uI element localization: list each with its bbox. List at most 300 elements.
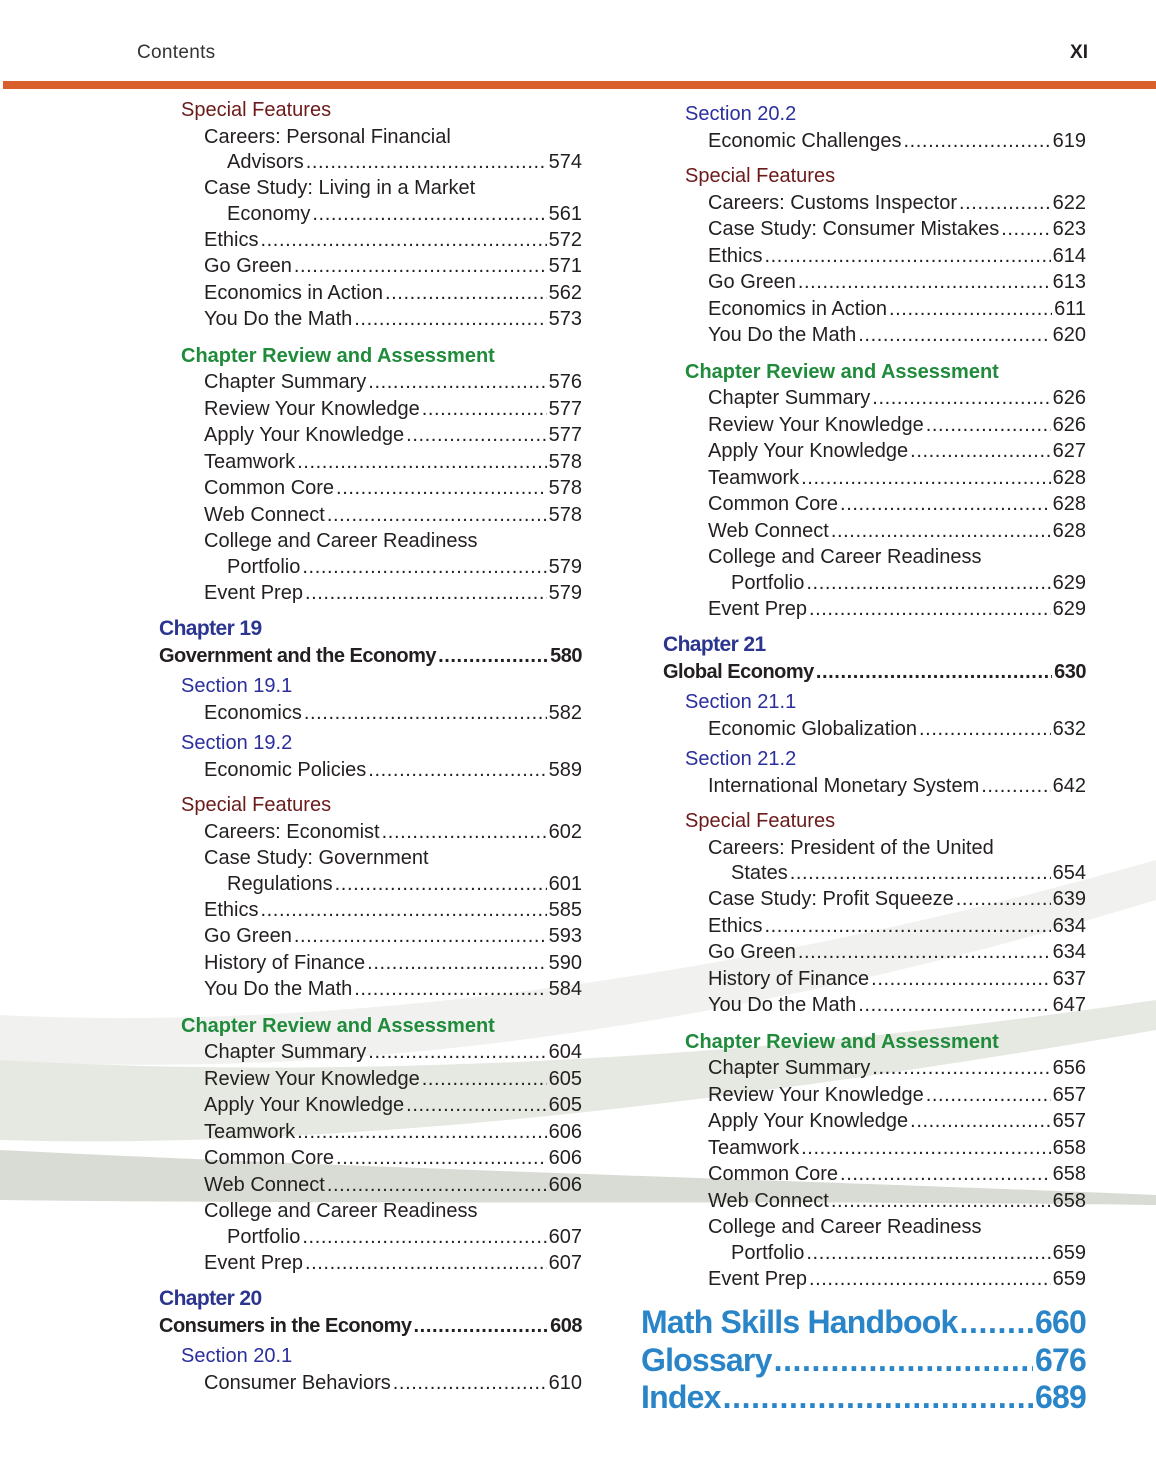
entry-page-number: 576 xyxy=(548,371,582,393)
entry-page-number: 593 xyxy=(548,925,582,947)
toc-entry[interactable] xyxy=(663,216,1086,243)
dot-leader xyxy=(422,396,547,423)
dot-leader xyxy=(297,1119,546,1146)
entry-text: Careers: Customs Inspector xyxy=(708,191,957,214)
toc-entry[interactable] xyxy=(159,976,582,1003)
toc-entry[interactable] xyxy=(159,422,582,449)
toc-entry[interactable] xyxy=(663,322,1086,349)
dot-leader xyxy=(305,580,547,607)
entry-page-number: 589 xyxy=(548,758,582,781)
dot-leader xyxy=(354,976,546,1003)
dot-leader xyxy=(305,1250,547,1277)
entry-text: College and Career Readiness xyxy=(708,1216,982,1238)
entry-text: Economics in Action xyxy=(708,297,887,320)
special-features-heading xyxy=(663,808,1086,835)
entry-page-number: 654 xyxy=(1052,862,1086,884)
section-link[interactable] xyxy=(663,689,1086,716)
toc-entry[interactable] xyxy=(159,369,582,396)
entry-text: Event Prep xyxy=(204,581,303,604)
entry-text: Apply Your Knowledge xyxy=(204,424,405,446)
entry-text: Glossary xyxy=(641,1341,772,1378)
entry-page-number: 582 xyxy=(548,701,582,724)
entry-text: Common Core xyxy=(708,1163,839,1185)
entry-page-number: 658 xyxy=(1052,1136,1086,1159)
entry-page-number: 585 xyxy=(548,898,582,921)
entry-text: Special Features xyxy=(181,794,332,816)
toc-entry[interactable] xyxy=(159,202,582,227)
toc-entry-line xyxy=(159,1198,582,1225)
entry-page-number: 659 xyxy=(1052,1267,1086,1290)
toc-column-left xyxy=(159,97,582,1396)
chapter-label[interactable] xyxy=(159,1286,582,1313)
entry-text: Index xyxy=(641,1379,721,1415)
dot-leader xyxy=(956,886,1051,913)
entry-text: Portfolio xyxy=(227,1225,301,1248)
dot-leader xyxy=(831,1188,1051,1215)
entry-text: Case Study: Consumer Mistakes xyxy=(708,218,1000,240)
dot-leader xyxy=(438,643,548,670)
entry-page-number: 614 xyxy=(1052,244,1086,267)
entry-text: Section 20.2 xyxy=(685,103,797,125)
entry-page-number: 578 xyxy=(548,477,582,499)
entry-page-number: 577 xyxy=(548,424,582,446)
toc-entry[interactable] xyxy=(159,1250,582,1277)
dot-leader xyxy=(872,1055,1050,1082)
dot-leader xyxy=(368,1039,546,1066)
dot-leader xyxy=(723,1379,1033,1417)
entry-page-number: 562 xyxy=(548,281,582,304)
toc-entry[interactable] xyxy=(663,1055,1086,1082)
entry-text: Section 21.2 xyxy=(685,748,797,770)
entry-text: Ethics xyxy=(708,914,763,937)
entry-text: Section 21.1 xyxy=(685,691,797,713)
entry-text: Web Connect xyxy=(204,503,325,526)
page-number: XI xyxy=(1070,42,1088,63)
entry-page-number: 602 xyxy=(548,820,582,843)
entry-page-number: 579 xyxy=(548,555,582,578)
entry-page-number: 629 xyxy=(1052,597,1086,620)
toc-entry[interactable] xyxy=(159,1145,582,1172)
section-link[interactable] xyxy=(159,730,582,757)
section-link[interactable] xyxy=(663,746,1086,773)
entry-text: Common Core xyxy=(204,477,335,499)
dot-leader xyxy=(790,861,1051,886)
entry-page-number: 676 xyxy=(1035,1341,1086,1378)
entry-text: History of Finance xyxy=(708,967,870,990)
dot-leader xyxy=(406,422,546,449)
toc-entry[interactable] xyxy=(159,1119,582,1146)
entry-page-number: 604 xyxy=(548,1041,582,1063)
entry-text: Regulations xyxy=(227,872,333,895)
toc-entry[interactable] xyxy=(663,1082,1086,1109)
entry-text: You Do the Math xyxy=(708,994,857,1016)
entry-text: Web Connect xyxy=(708,1189,829,1212)
entry-page-number: 606 xyxy=(548,1147,582,1169)
entry-text: Teamwork xyxy=(708,1136,800,1159)
entry-text: Case Study: Profit Squeeze xyxy=(708,888,954,910)
entry-text: Chapter 21 xyxy=(663,633,766,656)
entry-text: Go Green xyxy=(204,925,292,947)
toc-entry[interactable] xyxy=(663,518,1086,545)
entry-text: Apply Your Knowledge xyxy=(708,440,909,462)
toc-entry[interactable] xyxy=(159,923,582,950)
dot-leader xyxy=(335,872,547,897)
toc-entry[interactable] xyxy=(159,1092,582,1119)
entry-text: College and Career Readiness xyxy=(708,546,982,568)
entry-text: Review Your Knowledge xyxy=(204,1067,420,1090)
entry-page-number: 642 xyxy=(1052,774,1086,797)
chapter-title[interactable] xyxy=(159,1313,582,1340)
entry-text: Event Prep xyxy=(708,597,807,620)
dot-leader xyxy=(889,296,1052,323)
entry-text: Section 19.1 xyxy=(181,675,293,697)
entry-text: Chapter Summary xyxy=(204,371,367,393)
entry-text: Portfolio xyxy=(731,571,805,594)
dot-leader xyxy=(858,322,1050,349)
entry-page-number: 660 xyxy=(1035,1304,1086,1340)
toc-entry[interactable] xyxy=(663,190,1086,217)
dot-leader xyxy=(393,1370,547,1397)
entry-text: Section 19.2 xyxy=(181,732,293,754)
entry-text: Web Connect xyxy=(708,519,829,542)
entry-page-number: 634 xyxy=(1052,941,1086,963)
entry-page-number: 611 xyxy=(1054,297,1086,320)
toc-entry[interactable] xyxy=(663,1241,1086,1266)
toc-entry[interactable] xyxy=(159,872,582,897)
toc-entry-line xyxy=(663,544,1086,571)
entry-text: Economy xyxy=(227,202,311,225)
toc-entry[interactable] xyxy=(159,227,582,254)
dot-leader xyxy=(327,502,547,529)
dot-leader xyxy=(260,227,546,254)
entry-text: Common Core xyxy=(204,1147,335,1169)
entry-text: Ethics xyxy=(204,228,259,251)
dot-leader xyxy=(414,1313,549,1340)
entry-page-number: 579 xyxy=(548,581,582,604)
entry-text: Review Your Knowledge xyxy=(708,1083,924,1106)
entry-page-number: 639 xyxy=(1052,888,1086,910)
entry-page-number: 601 xyxy=(548,872,582,895)
toc-entry[interactable] xyxy=(159,253,582,280)
header-rule xyxy=(3,81,1156,89)
entry-page-number: 605 xyxy=(548,1094,582,1116)
dot-leader xyxy=(306,150,547,175)
entry-text: Chapter Review and Assessment xyxy=(181,1014,495,1037)
special-features-heading xyxy=(159,792,582,819)
toc-entry[interactable] xyxy=(663,243,1086,270)
entry-text: Special Features xyxy=(685,810,836,832)
entry-text: Chapter Review and Assessment xyxy=(181,344,495,367)
toc-entry[interactable] xyxy=(159,1225,582,1250)
toc-entry[interactable] xyxy=(663,1108,1086,1135)
dot-leader xyxy=(809,1266,1051,1293)
toc-entry[interactable] xyxy=(663,412,1086,439)
dot-leader xyxy=(297,449,546,476)
running-header-title: Contents xyxy=(137,42,216,63)
toc-entry[interactable] xyxy=(663,296,1086,323)
toc-entry[interactable] xyxy=(159,757,582,784)
entry-text: You Do the Math xyxy=(204,308,353,330)
dot-leader xyxy=(816,659,1052,686)
entry-text: Government and the Economy xyxy=(159,644,437,667)
dot-leader xyxy=(304,700,547,727)
toc-entry[interactable] xyxy=(159,1370,582,1397)
entry-page-number: 578 xyxy=(548,450,582,473)
entry-text: Portfolio xyxy=(227,555,301,578)
entry-text: Review Your Knowledge xyxy=(708,413,924,436)
toc-entry[interactable] xyxy=(663,571,1086,596)
dot-leader xyxy=(327,1172,547,1199)
dot-leader xyxy=(926,1082,1051,1109)
entry-page-number: 607 xyxy=(548,1225,582,1248)
toc-entry-line xyxy=(663,835,1086,862)
entry-page-number: 580 xyxy=(550,644,582,667)
special-features-heading xyxy=(159,97,582,124)
entry-text: Teamwork xyxy=(708,466,800,489)
entry-text: Economics in Action xyxy=(204,281,383,304)
entry-text: Careers: President of the United xyxy=(708,836,994,859)
entry-text: Chapter Review and Assessment xyxy=(685,1030,999,1053)
entry-text: Apply Your Knowledge xyxy=(204,1094,405,1116)
toc-entry[interactable] xyxy=(159,502,582,529)
entry-text: Case Study: Government xyxy=(204,847,429,869)
entry-text: Case Study: Living in a Market xyxy=(204,177,476,199)
entry-page-number: 628 xyxy=(1052,466,1086,489)
entry-text: Review Your Knowledge xyxy=(204,397,420,420)
entry-page-number: 657 xyxy=(1052,1110,1086,1132)
toc-entry[interactable] xyxy=(663,886,1086,913)
toc-entry[interactable] xyxy=(663,128,1086,155)
back-matter-entry[interactable] xyxy=(641,1342,1086,1380)
dot-leader xyxy=(801,465,1050,492)
entry-page-number: 622 xyxy=(1052,191,1086,214)
entry-page-number: 634 xyxy=(1052,914,1086,937)
entry-text: Chapter Summary xyxy=(204,1041,367,1063)
toc-entry[interactable] xyxy=(663,465,1086,492)
special-features-heading xyxy=(663,163,1086,190)
entry-text: Go Green xyxy=(708,941,796,963)
toc-entry[interactable] xyxy=(159,950,582,977)
section-link[interactable] xyxy=(159,673,582,700)
toc-entry[interactable] xyxy=(159,1039,582,1066)
entry-page-number: 574 xyxy=(548,151,582,173)
entry-page-number: 571 xyxy=(548,255,582,277)
entry-text: Chapter 19 xyxy=(159,617,262,640)
chapter-label[interactable] xyxy=(159,616,582,643)
entry-text: Consumers in the Economy xyxy=(159,1314,412,1337)
dot-leader xyxy=(774,1342,1033,1380)
toc-entry[interactable] xyxy=(663,939,1086,966)
entry-text: States xyxy=(731,862,788,884)
entry-page-number: 577 xyxy=(548,397,582,420)
dot-leader xyxy=(385,280,547,307)
entry-text: Go Green xyxy=(204,255,292,277)
toc-entry[interactable] xyxy=(663,1161,1086,1188)
entry-page-number: 605 xyxy=(548,1067,582,1090)
entry-text: Special Features xyxy=(685,165,836,187)
entry-page-number: 657 xyxy=(1052,1083,1086,1106)
toc-entry[interactable] xyxy=(159,475,582,502)
entry-text: Careers: Economist xyxy=(204,820,380,843)
entry-text: College and Career Readiness xyxy=(204,530,478,552)
dot-leader xyxy=(367,950,546,977)
entry-text: Consumer Behaviors xyxy=(204,1371,391,1394)
toc-entry[interactable] xyxy=(663,861,1086,886)
dot-leader xyxy=(872,385,1050,412)
entry-text: Advisors xyxy=(227,151,304,173)
entry-page-number: 573 xyxy=(548,308,582,330)
toc-entry[interactable] xyxy=(159,449,582,476)
entry-text: You Do the Math xyxy=(708,324,857,346)
toc-entry[interactable] xyxy=(663,491,1086,518)
entry-page-number: 626 xyxy=(1052,387,1086,409)
entry-page-number: 590 xyxy=(548,951,582,974)
entry-page-number: 659 xyxy=(1052,1241,1086,1264)
dot-leader xyxy=(260,897,546,924)
toc-entry[interactable] xyxy=(159,897,582,924)
section-link[interactable] xyxy=(159,1343,582,1370)
toc-entry[interactable] xyxy=(159,396,582,423)
entry-text: Economic Policies xyxy=(204,758,367,781)
toc-entry-line xyxy=(159,175,582,202)
toc-entry[interactable] xyxy=(663,966,1086,993)
chapter-title[interactable] xyxy=(663,659,1086,686)
entry-text: Economic Globalization xyxy=(708,717,917,740)
entry-text: Portfolio xyxy=(731,1241,805,1264)
entry-page-number: 629 xyxy=(1052,571,1086,594)
entry-page-number: 628 xyxy=(1052,519,1086,542)
toc-entry[interactable] xyxy=(663,992,1086,1019)
dot-leader xyxy=(764,243,1050,270)
toc-entry[interactable] xyxy=(663,596,1086,623)
entry-page-number: 630 xyxy=(1054,660,1086,683)
entry-text: Chapter 20 xyxy=(159,1287,262,1310)
toc-entry[interactable] xyxy=(663,913,1086,940)
dot-leader xyxy=(354,306,546,333)
dot-leader xyxy=(302,555,546,580)
dot-leader xyxy=(919,716,1051,743)
dot-leader xyxy=(960,1304,1034,1342)
entry-page-number: 613 xyxy=(1052,271,1086,293)
toc-entry[interactable] xyxy=(159,150,582,175)
entry-page-number: 607 xyxy=(548,1251,582,1274)
toc-entry[interactable] xyxy=(159,555,582,580)
toc-entry[interactable] xyxy=(159,1172,582,1199)
entry-text: Common Core xyxy=(708,493,839,515)
dot-leader xyxy=(336,475,547,502)
dot-leader xyxy=(406,1092,546,1119)
dot-leader xyxy=(840,491,1051,518)
toc-entry[interactable] xyxy=(663,1266,1086,1293)
entry-text: Special Features xyxy=(181,99,332,121)
entry-text: Go Green xyxy=(708,271,796,293)
dot-leader xyxy=(801,1135,1050,1162)
entry-text: Section 20.1 xyxy=(181,1345,293,1367)
dot-leader xyxy=(368,369,546,396)
dot-leader xyxy=(806,1241,1050,1266)
entry-text: Teamwork xyxy=(204,450,296,473)
entry-text: You Do the Math xyxy=(204,978,353,1000)
entry-text: Ethics xyxy=(708,244,763,267)
toc-entry[interactable] xyxy=(159,306,582,333)
entry-text: International Monetary System xyxy=(708,774,980,797)
entry-text: Economics xyxy=(204,701,302,724)
entry-page-number: 606 xyxy=(548,1120,582,1143)
review-heading xyxy=(159,1013,582,1040)
entry-page-number: 572 xyxy=(548,228,582,251)
entry-page-number: 637 xyxy=(1052,967,1086,990)
dot-leader xyxy=(831,518,1051,545)
entry-page-number: 656 xyxy=(1052,1057,1086,1079)
toc-entry[interactable] xyxy=(159,819,582,846)
toc-entry[interactable] xyxy=(663,1135,1086,1162)
back-matter-entry[interactable] xyxy=(641,1379,1086,1417)
dot-leader xyxy=(764,913,1050,940)
dot-leader xyxy=(336,1145,547,1172)
toc-entry-line xyxy=(159,528,582,555)
chapter-label[interactable] xyxy=(663,632,1086,659)
entry-page-number: 619 xyxy=(1052,129,1086,152)
dot-leader xyxy=(871,966,1050,993)
toc-entry-line xyxy=(159,845,582,872)
entry-page-number: 658 xyxy=(1052,1163,1086,1185)
dot-leader xyxy=(294,923,547,950)
entry-page-number: 658 xyxy=(1052,1189,1086,1212)
dot-leader xyxy=(959,190,1051,217)
dot-leader xyxy=(806,571,1050,596)
toc-entry[interactable] xyxy=(159,700,582,727)
dot-leader xyxy=(368,757,546,784)
dot-leader xyxy=(798,269,1051,296)
dot-leader xyxy=(422,1066,547,1093)
toc-entry[interactable] xyxy=(663,773,1086,800)
back-matter-entry[interactable] xyxy=(641,1304,1086,1342)
toc-entry[interactable] xyxy=(159,580,582,607)
dot-leader xyxy=(926,412,1051,439)
toc-entry[interactable] xyxy=(663,438,1086,465)
dot-leader xyxy=(858,992,1050,1019)
entry-text: Economic Challenges xyxy=(708,129,902,152)
entry-page-number: 608 xyxy=(550,1314,582,1337)
dot-leader xyxy=(981,773,1050,800)
entry-page-number: 620 xyxy=(1052,324,1086,346)
entry-page-number: 626 xyxy=(1052,413,1086,436)
dot-leader xyxy=(302,1225,546,1250)
dot-leader xyxy=(809,596,1051,623)
dot-leader xyxy=(910,1108,1050,1135)
chapter-title[interactable] xyxy=(159,643,582,670)
dot-leader xyxy=(840,1161,1051,1188)
entry-page-number: 628 xyxy=(1052,493,1086,515)
entry-page-number: 627 xyxy=(1052,440,1086,462)
dot-leader xyxy=(910,438,1050,465)
entry-page-number: 606 xyxy=(548,1173,582,1196)
toc-entry-line xyxy=(663,1214,1086,1241)
entry-text: Event Prep xyxy=(204,1251,303,1274)
section-link[interactable] xyxy=(663,101,1086,128)
dot-leader xyxy=(1001,216,1050,243)
entry-text: Chapter Review and Assessment xyxy=(685,360,999,383)
toc-entry[interactable] xyxy=(159,280,582,307)
entry-page-number: 623 xyxy=(1052,218,1086,240)
entry-text: Event Prep xyxy=(708,1267,807,1290)
toc-entry[interactable] xyxy=(663,269,1086,296)
toc-entry[interactable] xyxy=(663,1188,1086,1215)
toc-entry[interactable] xyxy=(663,716,1086,743)
toc-entry[interactable] xyxy=(663,385,1086,412)
toc-entry[interactable] xyxy=(159,1066,582,1093)
dot-leader xyxy=(798,939,1051,966)
